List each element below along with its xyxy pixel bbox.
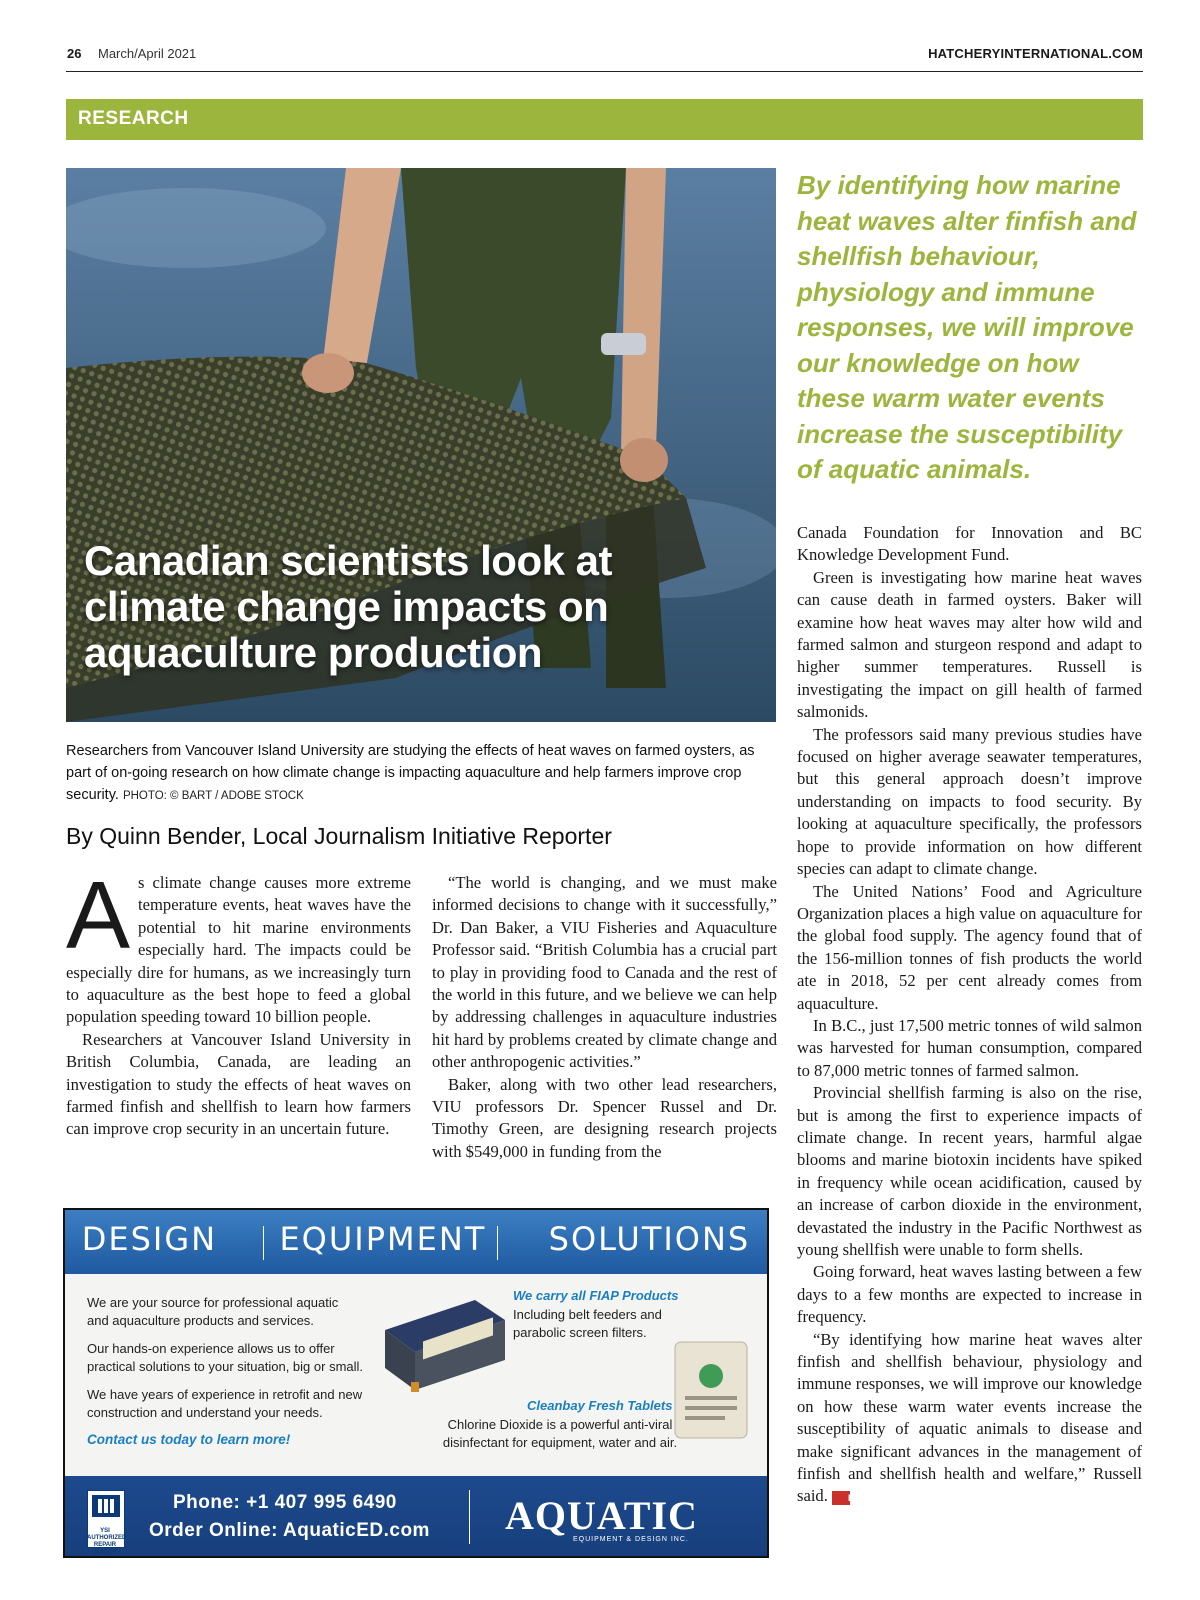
page-number: 26 bbox=[67, 46, 82, 61]
ad-contact-link[interactable]: Contact us today to learn more! bbox=[87, 1432, 291, 1447]
belt-feeder-icon bbox=[375, 1290, 510, 1400]
ad-fiap-heading: We carry all FIAP Products bbox=[513, 1288, 679, 1303]
advertisement[interactable] bbox=[63, 1208, 769, 1558]
paragraph: Going forward, heat waves lasting between a few days to a few months are expected to increase in frequency. bbox=[797, 1262, 1142, 1327]
paragraph: The professors said many previous studies have focused on higher average seawater temperatures, but this general approach doesn’t improve understanding on impacts to food security. By looking at aquaculture specifically, the professors hope to provide information on how different species can adapt to climate change. bbox=[797, 724, 1142, 879]
photo-caption bbox=[66, 740, 776, 807]
paragraph: In B.C., just 17,500 metric tonnes of wild salmon was harvested for human consumption, compared to 87,000 metric tonnes of farmed salmon. bbox=[797, 1015, 1142, 1080]
article-column-1 bbox=[66, 862, 411, 1141]
section-bar bbox=[66, 99, 1143, 140]
paragraph: “The world is changing, and we must make informed decisions to change with it successfully,” Dr. Dan Baker, a VIU Fisheries and Aquaculture Professor said. “British Columbia has a crucial part to play in providing food to Canada and the rest of the world in this future, and we believe we can help by addressing challenges in aquaculture industries hit hard by problems created by climate change and other anthropogenic activities.” bbox=[432, 873, 777, 1072]
ad-cleanbay-heading: Cleanbay Fresh Tablets bbox=[527, 1398, 673, 1413]
ad-body-text: We are your source for professional aquatic and aquaculture products and services. bbox=[87, 1295, 339, 1328]
paragraph: Canada Foundation for Innovation and BC Knowledge Development Fund. bbox=[797, 523, 1142, 565]
article-column-2 bbox=[432, 872, 777, 1163]
paragraph: Baker, along with two other lead researchers, VIU professors Dr. Spencer Russel and Dr. Timothy Green, are designing research projects with $549,000 in funding from the bbox=[432, 1074, 777, 1161]
aquatic-logo: AQUATIC bbox=[505, 1493, 698, 1538]
ad-phone[interactable]: Phone: +1 407 995 6490 bbox=[173, 1492, 397, 1513]
section-label: RESEARCH bbox=[78, 108, 189, 129]
paragraph: s climate change causes more extreme temperature events, heat waves have the potential to hit marine environments especially hard. The impacts could be especially dire for humans, as we increasingly turn to aquaculture as the best hope to feed a global population speeding toward 10 billion people. bbox=[66, 873, 411, 1027]
ysi-badge-text: YSI AUTHORIZED REPAIR CENTER bbox=[87, 1528, 127, 1555]
ad-footer-divider bbox=[469, 1490, 470, 1544]
paragraph-text: “By identifying how marine heat waves alter finfish and shellfish behaviour, physiology and immune responses, we will improve our knowledge on how these warm water events increase the susceptibility of aquatic animals to disease and make significant advances in the management of finfish and shellfish health and welfare,” Russell said. bbox=[797, 1329, 1142, 1506]
ad-banner-title bbox=[65, 1220, 767, 1258]
ad-order-link[interactable]: Order Online: AquaticED.com bbox=[149, 1520, 430, 1541]
paragraph: Provincial shellfish farming is also on the rise, but is among the first to experience impacts of climate change. In recent years, harmful algae blooms and marine biotoxin incidents have spiked in frequency while ocean acidification, caused by an increase of carbon dioxide in the environment, devastated the industry in the Pacific Northwest as young shellfish were unable to form shells. bbox=[797, 1083, 1142, 1259]
paragraph bbox=[797, 1329, 1142, 1508]
drop-cap: A bbox=[66, 862, 131, 969]
ad-banner-word: SOLUTIONS bbox=[548, 1220, 751, 1258]
end-mark-icon: HI bbox=[832, 1491, 850, 1505]
byline: By Quinn Bender, Local Journalism Initiative Reporter bbox=[66, 823, 612, 849]
article-headline: Canadian scientists look at climate change impacts on aquaculture production bbox=[84, 537, 612, 676]
pull-quote: By identifying how marine heat waves alter finfish and shellfish behaviour, physiology and immune responses, we will improve our knowledge on how these warm water events increase the susceptibility of aquatic animals. bbox=[797, 170, 1137, 484]
ad-banner-word: EQUIPMENT bbox=[279, 1220, 487, 1258]
header-rule bbox=[66, 71, 1143, 72]
article-column-3 bbox=[797, 522, 1142, 1508]
banner-divider bbox=[263, 1226, 264, 1260]
ad-body-text: Our hands-on experience allows us to offer practical solutions to your situation, big or small. bbox=[87, 1341, 364, 1374]
photo-credit: PHOTO: © BART / ADOBE STOCK bbox=[122, 790, 304, 802]
ad-cleanbay-text: Chlorine Dioxide is a powerful anti-viral disinfectant for equipment, water and air. bbox=[442, 1417, 678, 1450]
paragraph: Researchers at Vancouver Island University in British Columbia, Canada, are leading an investigation to study the effects of heat waves on farmed finfish and shellfish to learn how farmers can improve crop security in an uncertain future. bbox=[66, 1029, 411, 1139]
ad-body-text: We have years of experience in retrofit and new construction and understand your needs. bbox=[87, 1387, 363, 1420]
issue-date: March/April 2021 bbox=[98, 46, 197, 61]
ad-banner-word: DESIGN bbox=[81, 1220, 218, 1258]
paragraph: The United Nations’ Food and Agriculture Organization places a high value on aquaculture for the global food supply. The agency found that of the 156-million tonnes of fish products the world ate in 2018, 52 per cent already comes from aquaculture. bbox=[797, 881, 1142, 1013]
caption-text: Researchers from Vancouver Island University are studying the effects of heat waves on farmed oysters, as part of on-going research on how climate change is impacting aquaculture and help farmers improve crop security. bbox=[66, 743, 755, 803]
ad-fiap-text: Including belt feeders and parabolic screen filters. bbox=[513, 1307, 662, 1340]
website-link[interactable]: HATCHERYINTERNATIONAL.COM bbox=[928, 46, 1143, 61]
banner-divider bbox=[497, 1226, 498, 1260]
aquatic-logo-tagline: EQUIPMENT & DESIGN INC. bbox=[573, 1536, 689, 1543]
paragraph: Green is investigating how marine heat waves can cause death in farmed oysters. Baker will examine how heat waves may alter how wild and farmed salmon and sturgeon respond and adapt to higher summer temperatures. Russell is investigating the impact on gill health of farmed salmonids. bbox=[797, 567, 1142, 722]
ysi-logo-icon bbox=[88, 1491, 124, 1521]
